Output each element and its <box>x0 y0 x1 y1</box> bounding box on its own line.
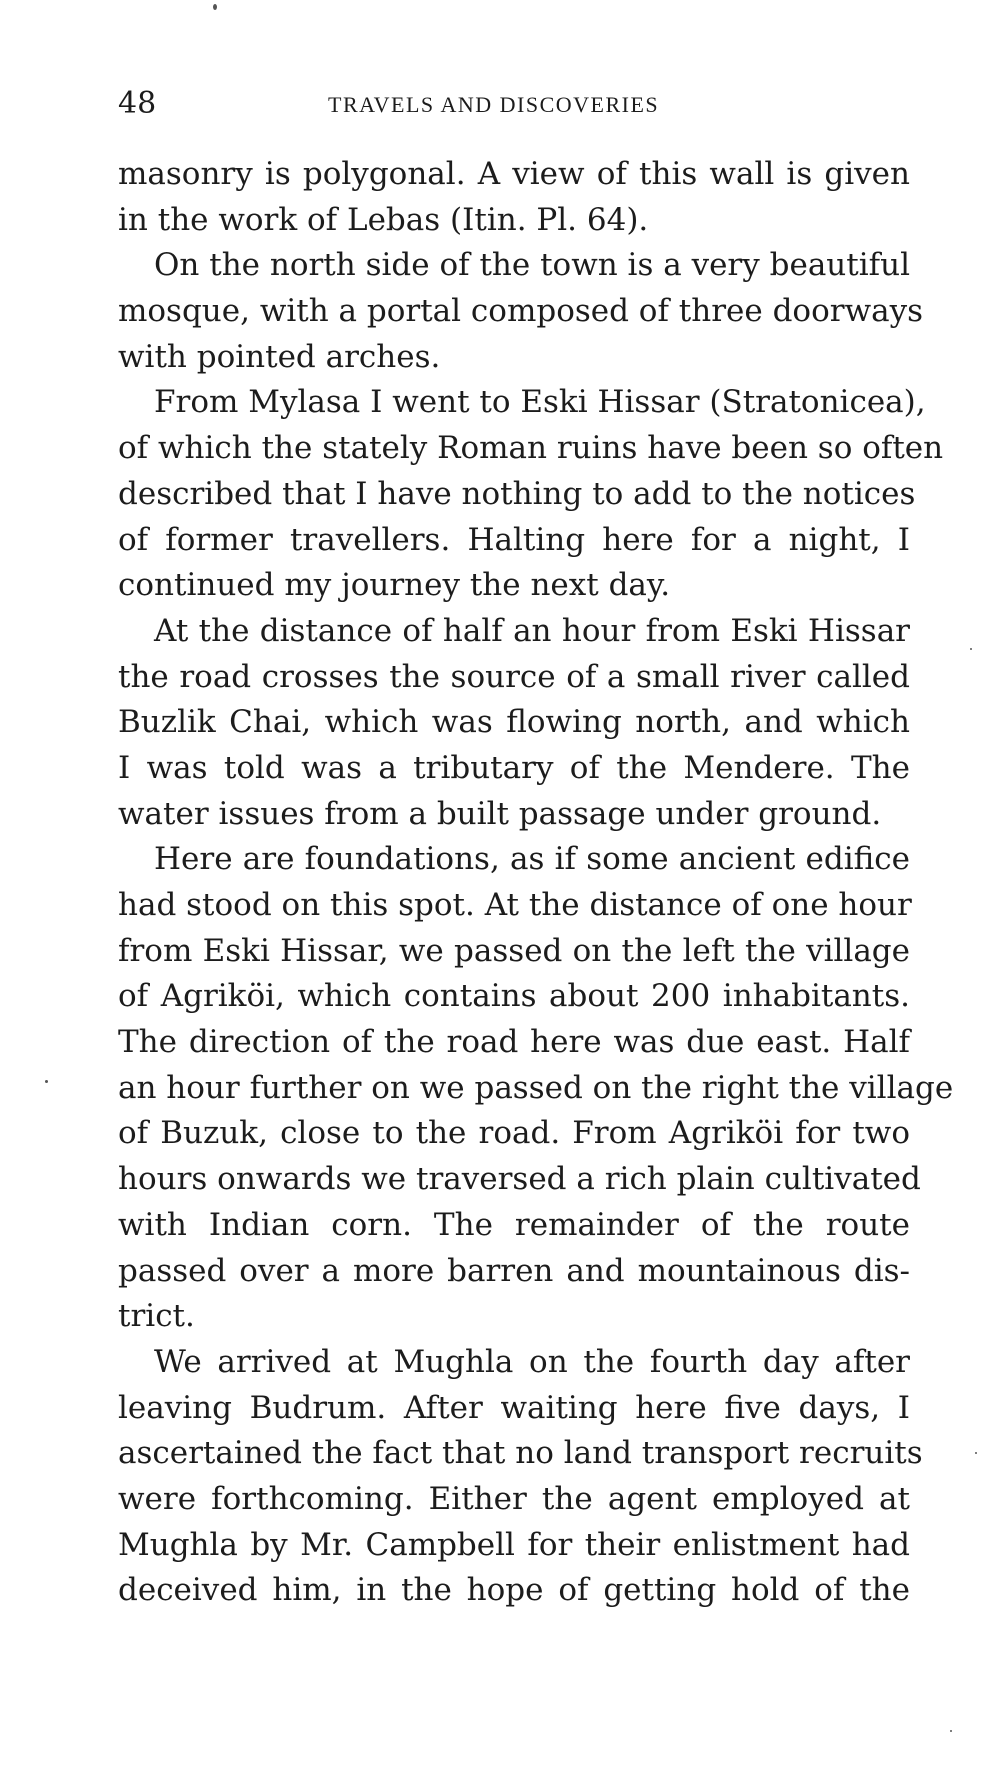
text-line: of Buzuk, close to the road. From Agriköi for two <box>118 1115 910 1152</box>
text-line: The direction of the road here was due east. Half <box>118 1024 910 1061</box>
text-line: with Indian corn. The remainder of the route <box>118 1206 910 1243</box>
text-line: deceived him, in the hope of getting hold of the <box>118 1572 910 1609</box>
text-line: water issues from a built passage under ground. <box>118 795 882 832</box>
text-line: trict. <box>118 1298 195 1335</box>
text-line: of which the stately Roman ruins have been so often <box>118 430 944 467</box>
text-line: Here are foundations, as if some ancient edifice <box>154 841 910 878</box>
text-line: At the distance of half an hour from Eski Hissar <box>154 612 910 649</box>
text-line: From Mylasa I went to Eski Hissar (Stratonicea), <box>154 384 926 421</box>
scan-speck <box>45 1080 48 1083</box>
text-line: I was told was a tributary of the Mendere. The <box>118 749 910 786</box>
scan-speck <box>970 648 972 650</box>
text-line: the road crosses the source of a small river called <box>118 658 910 695</box>
text-line: of Agriköi, which contains about 200 inhabitants. <box>118 978 910 1015</box>
text-line: of former travellers. Halting here for a night, I <box>118 521 910 558</box>
page-number: 48 <box>118 86 157 121</box>
text-line: leaving Budrum. After waiting here five days, I <box>118 1389 910 1426</box>
scan-speck <box>950 1730 952 1732</box>
text-line: masonry is polygonal. A view of this wall is given <box>118 156 910 192</box>
text-line: On the north side of the town is a very beautiful <box>154 247 910 284</box>
text-line: from Eski Hissar, we passed on the left the village <box>118 932 910 969</box>
text-line: had stood on this spot. At the distance of one hour <box>118 887 912 923</box>
text-line: hours onwards we traversed a rich plain cultivated <box>118 1161 921 1198</box>
text-line: passed over a more barren and mountainous dis- <box>118 1252 910 1289</box>
text-line: continued my journey the next day. <box>118 567 671 604</box>
scan-speck <box>975 1452 977 1454</box>
text-line: Mughla by Mr. Campbell for their enlistment had <box>118 1526 910 1563</box>
text-line: mosque, with a portal composed of three doorways <box>118 293 924 330</box>
text-line: described that I have nothing to add to the notices <box>118 475 916 512</box>
body-text <box>118 152 954 1614</box>
text-line: in the work of Lebas (Itin. Pl. 64). <box>118 201 649 238</box>
text-line: We arrived at Mughla on the fourth day after <box>154 1343 910 1380</box>
text-line: Buzlik Chai, which was flowing north, and which <box>118 704 910 741</box>
text-line: with pointed arches. <box>118 338 441 375</box>
running-head <box>118 84 910 124</box>
text-line: were forthcoming. Either the agent employed at <box>118 1480 910 1517</box>
scan-speck <box>213 4 217 10</box>
text-line: ascertained the fact that no land transport recruits <box>118 1435 923 1472</box>
running-title: TRAVELS AND DISCOVERIES <box>328 92 660 117</box>
text-line: an hour further on we passed on the right the village <box>118 1069 954 1106</box>
